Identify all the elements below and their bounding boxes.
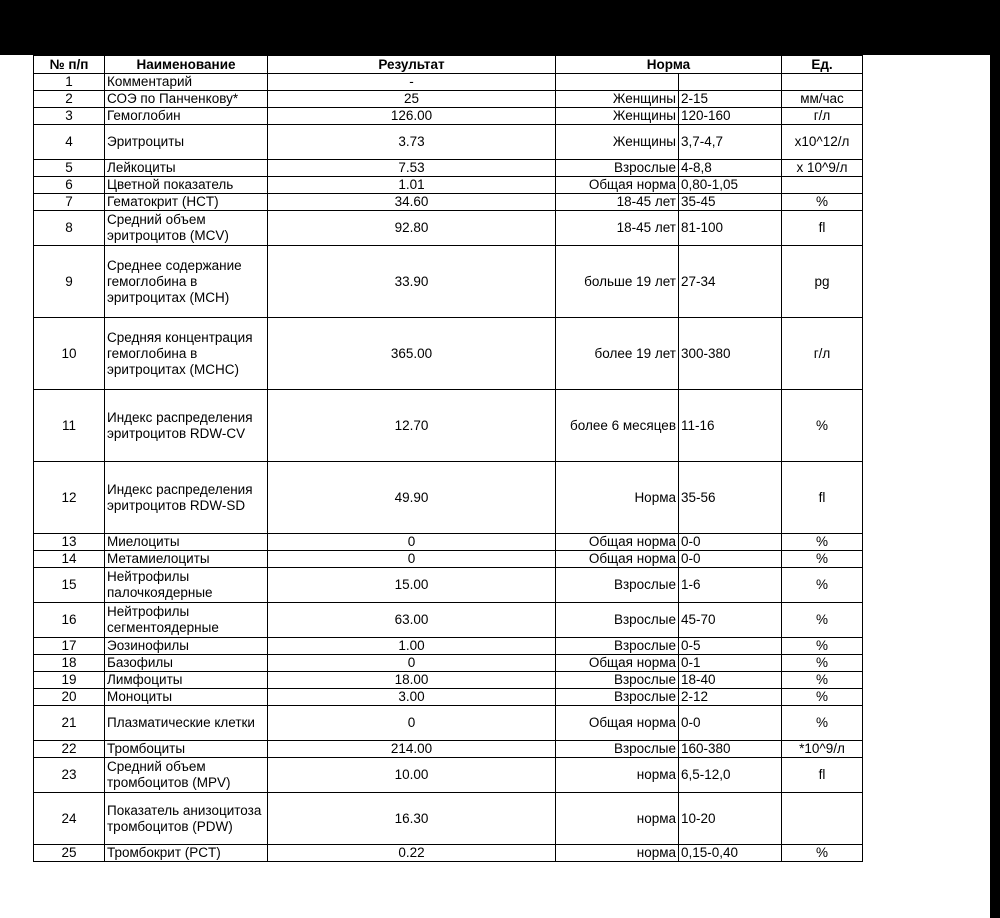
table-row (34, 108, 863, 125)
norm-group: Общая норма (556, 655, 679, 672)
norm-group: Взрослые (556, 741, 679, 758)
norm-group: Женщины (556, 108, 679, 125)
norm-range: 18-40 (679, 672, 782, 689)
unit (782, 793, 863, 845)
table-row (34, 211, 863, 246)
table-row (34, 689, 863, 706)
row-number: 19 (34, 672, 105, 689)
test-name: Средний объем тромбоцитов (MPV) (105, 758, 268, 793)
test-name: Лимфоциты (105, 672, 268, 689)
row-number: 10 (34, 318, 105, 390)
norm-range: 35-45 (679, 194, 782, 211)
unit: % (782, 551, 863, 568)
table-row (34, 758, 863, 793)
test-result: 0 (268, 655, 556, 672)
test-name: Комментарий (105, 74, 268, 91)
table-row (34, 706, 863, 741)
test-result: 126.00 (268, 108, 556, 125)
norm-range: 120-160 (679, 108, 782, 125)
test-result: 0 (268, 706, 556, 741)
test-name: Нейтрофилы сегментоядерные (105, 603, 268, 638)
header-unit: Ед. (782, 56, 863, 74)
unit: % (782, 603, 863, 638)
unit: fl (782, 462, 863, 534)
row-number: 21 (34, 706, 105, 741)
test-result: 10.00 (268, 758, 556, 793)
row-number: 16 (34, 603, 105, 638)
table-row (34, 125, 863, 160)
test-result: 0.22 (268, 845, 556, 862)
table-row (34, 246, 863, 318)
norm-group: Взрослые (556, 689, 679, 706)
row-number: 17 (34, 638, 105, 655)
norm-range: 2-12 (679, 689, 782, 706)
norm-range: 300-380 (679, 318, 782, 390)
test-name: Нейтрофилы палочкоядерные (105, 568, 268, 603)
table-row (34, 741, 863, 758)
row-number: 4 (34, 125, 105, 160)
unit: % (782, 534, 863, 551)
norm-range: 3,7-4,7 (679, 125, 782, 160)
norm-group: более 19 лет (556, 318, 679, 390)
norm-range: 0,80-1,05 (679, 177, 782, 194)
table-row (34, 568, 863, 603)
unit: % (782, 845, 863, 862)
test-name: Цветной показатель (105, 177, 268, 194)
norm-range: 81-100 (679, 211, 782, 246)
test-result: 1.01 (268, 177, 556, 194)
table-row (34, 74, 863, 91)
table-row (34, 603, 863, 638)
norm-group: Взрослые (556, 568, 679, 603)
table-row (34, 160, 863, 177)
test-result: 365.00 (268, 318, 556, 390)
unit: % (782, 194, 863, 211)
row-number: 8 (34, 211, 105, 246)
test-name: Моноциты (105, 689, 268, 706)
table-row (34, 655, 863, 672)
norm-range: 2-15 (679, 91, 782, 108)
unit: % (782, 638, 863, 655)
table-row (34, 390, 863, 462)
test-result: 1.00 (268, 638, 556, 655)
unit (782, 177, 863, 194)
test-name: Тромбоциты (105, 741, 268, 758)
test-name: Тромбокрит (PCT) (105, 845, 268, 862)
table-row (34, 672, 863, 689)
table-row (34, 551, 863, 568)
test-result: 0 (268, 534, 556, 551)
row-number: 5 (34, 160, 105, 177)
table-header-row (34, 56, 863, 74)
table-row (34, 177, 863, 194)
norm-range (679, 74, 782, 91)
test-name: Метамиелоциты (105, 551, 268, 568)
unit: г/л (782, 108, 863, 125)
row-number: 24 (34, 793, 105, 845)
norm-range: 11-16 (679, 390, 782, 462)
test-result: 214.00 (268, 741, 556, 758)
norm-range: 45-70 (679, 603, 782, 638)
test-result: 3.00 (268, 689, 556, 706)
norm-group: Взрослые (556, 672, 679, 689)
test-result: 92.80 (268, 211, 556, 246)
row-number: 23 (34, 758, 105, 793)
lab-results-table (33, 55, 863, 862)
norm-group: норма (556, 758, 679, 793)
header-norm: Норма (556, 56, 782, 74)
top-black-band (0, 0, 1000, 55)
table-row (34, 318, 863, 390)
norm-range: 1-6 (679, 568, 782, 603)
norm-range: 0-0 (679, 534, 782, 551)
test-result: 63.00 (268, 603, 556, 638)
test-name: Среднее содержание гемоглобина в эритроцитах (MCH) (105, 246, 268, 318)
row-number: 22 (34, 741, 105, 758)
norm-group: Норма (556, 462, 679, 534)
table-row (34, 845, 863, 862)
norm-range: 0,15-0,40 (679, 845, 782, 862)
test-name: СОЭ по Панченкову* (105, 91, 268, 108)
unit: % (782, 655, 863, 672)
header-result: Результат (268, 56, 556, 74)
unit: % (782, 672, 863, 689)
test-name: Миелоциты (105, 534, 268, 551)
row-number: 11 (34, 390, 105, 462)
test-result: 12.70 (268, 390, 556, 462)
norm-group: Взрослые (556, 638, 679, 655)
test-result: 34.60 (268, 194, 556, 211)
test-name: Базофилы (105, 655, 268, 672)
norm-group: Женщины (556, 125, 679, 160)
table-row (34, 194, 863, 211)
unit: % (782, 390, 863, 462)
test-result: 7.53 (268, 160, 556, 177)
row-number: 9 (34, 246, 105, 318)
test-result: 18.00 (268, 672, 556, 689)
row-number: 3 (34, 108, 105, 125)
table-row (34, 793, 863, 845)
norm-group: 18-45 лет (556, 194, 679, 211)
norm-range: 27-34 (679, 246, 782, 318)
norm-group: норма (556, 793, 679, 845)
norm-range: 0-1 (679, 655, 782, 672)
norm-group: Взрослые (556, 160, 679, 177)
norm-range: 0-5 (679, 638, 782, 655)
test-name: Средняя концентрация гемоглобина в эритроцитах (MCHC) (105, 318, 268, 390)
unit: fl (782, 211, 863, 246)
norm-range: 6,5-12,0 (679, 758, 782, 793)
test-result: 0 (268, 551, 556, 568)
table-row (34, 462, 863, 534)
unit: мм/час (782, 91, 863, 108)
norm-range: 0-0 (679, 551, 782, 568)
test-name: Средний объем эритроцитов (MCV) (105, 211, 268, 246)
unit: % (782, 706, 863, 741)
test-result: 33.90 (268, 246, 556, 318)
unit: pg (782, 246, 863, 318)
test-result: 15.00 (268, 568, 556, 603)
unit: x 10^9/л (782, 160, 863, 177)
row-number: 6 (34, 177, 105, 194)
norm-group: Общая норма (556, 706, 679, 741)
table-row (34, 534, 863, 551)
norm-group: Взрослые (556, 603, 679, 638)
test-result: 49.90 (268, 462, 556, 534)
test-name: Гематокрит (HCT) (105, 194, 268, 211)
row-number: 1 (34, 74, 105, 91)
norm-group (556, 74, 679, 91)
row-number: 18 (34, 655, 105, 672)
norm-group: более 6 месяцев (556, 390, 679, 462)
norm-group: норма (556, 845, 679, 862)
norm-range: 10-20 (679, 793, 782, 845)
unit: г/л (782, 318, 863, 390)
test-name: Эозинофилы (105, 638, 268, 655)
row-number: 7 (34, 194, 105, 211)
test-result: 25 (268, 91, 556, 108)
norm-group: больше 19 лет (556, 246, 679, 318)
header-num: № п/п (34, 56, 105, 74)
norm-group: Общая норма (556, 534, 679, 551)
table-row (34, 91, 863, 108)
test-result: 3.73 (268, 125, 556, 160)
norm-range: 4-8,8 (679, 160, 782, 177)
row-number: 2 (34, 91, 105, 108)
test-name: Гемоглобин (105, 108, 268, 125)
row-number: 20 (34, 689, 105, 706)
norm-range: 35-56 (679, 462, 782, 534)
test-name: Индекс распределения эритроцитов RDW-CV (105, 390, 268, 462)
row-number: 14 (34, 551, 105, 568)
unit: % (782, 568, 863, 603)
row-number: 25 (34, 845, 105, 862)
unit (782, 74, 863, 91)
table-row (34, 638, 863, 655)
norm-group: Женщины (556, 91, 679, 108)
unit: *10^9/л (782, 741, 863, 758)
right-black-band (990, 55, 1000, 918)
test-result: - (268, 74, 556, 91)
test-name: Плазматические клетки (105, 706, 268, 741)
norm-group: Общая норма (556, 551, 679, 568)
row-number: 13 (34, 534, 105, 551)
row-number: 12 (34, 462, 105, 534)
norm-range: 160-380 (679, 741, 782, 758)
unit: x10^12/л (782, 125, 863, 160)
test-name: Лейкоциты (105, 160, 268, 177)
norm-group: Общая норма (556, 177, 679, 194)
header-name: Наименование (105, 56, 268, 74)
test-result: 16.30 (268, 793, 556, 845)
norm-group: 18-45 лет (556, 211, 679, 246)
unit: % (782, 689, 863, 706)
row-number: 15 (34, 568, 105, 603)
norm-range: 0-0 (679, 706, 782, 741)
test-name: Индекс распределения эритроцитов RDW-SD (105, 462, 268, 534)
unit: fl (782, 758, 863, 793)
test-name: Эритроциты (105, 125, 268, 160)
test-name: Показатель анизоцитоза тромбоцитов (PDW) (105, 793, 268, 845)
